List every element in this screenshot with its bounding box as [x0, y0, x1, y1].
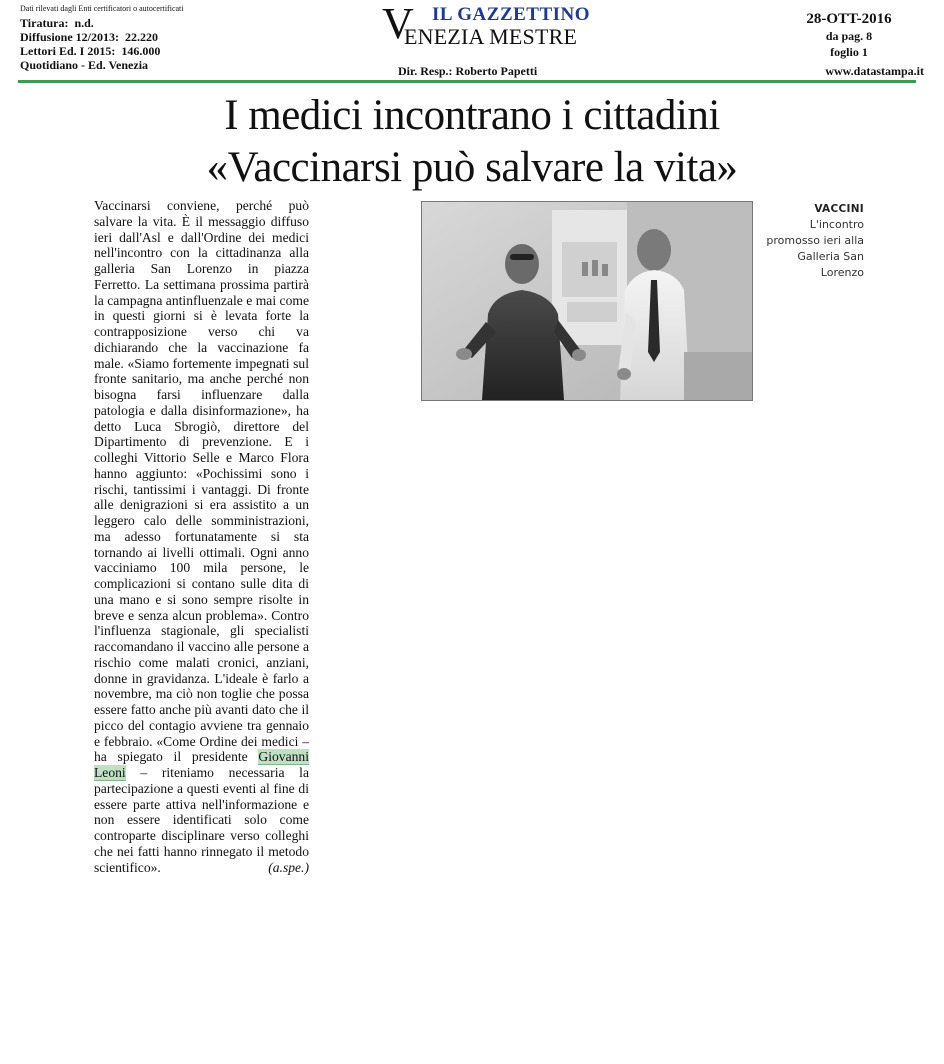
author-signature: (a.spe.): [268, 859, 309, 875]
circulation-row: Diffusione 12/2013: 22.220: [20, 30, 158, 44]
page-reference: da pag. 8: [825, 29, 873, 43]
highlighted-name: Giovanni Leoni: [94, 749, 309, 780]
masthead-title: IL GAZZETTINO: [432, 4, 591, 25]
publication-date: 28-OTT-2016: [806, 11, 892, 27]
certification-note: Dati rilevati dagli Enti certificatori o autocertificati: [20, 4, 184, 13]
photo-two-men: [422, 202, 752, 400]
headline-line-1: I medici incontrano i cittadini: [224, 92, 720, 139]
edition-row: Quotidiano - Ed. Venezia: [20, 58, 149, 72]
circulation-row: Lettori Ed. I 2015: 146.000: [20, 44, 161, 58]
director-line: Dir. Resp.: Roberto Papetti: [398, 64, 538, 78]
article-text-before: Vaccinarsi conviene, perché può salvare la vita. È il messaggio diffuso ieri dall'Asl e dall'Ordine dei medici nell'incontro con la cittadinanza alla galleria San Lorenzo in piazza Ferretto. La settimana prossima partirà la campagna antinfluenzale e mai come in questi giorni si è levata forte la contrapposizione verso chi va dichiarando che la vaccinazione fa male. «Siamo fortemente impegnati sul fronte sanitario, ma anche perché non bisogna farsi influenzare dalla patologia e dalla disinformazione», ha detto Luca Sbrogiò, direttore del Dipartimento di prevenzione. E i colleghi Vittorio Selle e Marco Flora hanno aggiunto: «Pochissimi sono i rischi, tantissimi i vantaggi. Di fronte alle denigrazioni si era assistito a un leggero calo delle somministrazioni, ma adesso fortunatamente si sta tornando ai livelli ottimali. Ogni anno vacciniamo 100 mila persone, le complicazioni si contano sulle dita di una mano e si sono sempre risolte in breve e senza alcun problema». Contro l'influenza stagionale, gli specialisti raccomandano il vaccino alle persone a rischio come malati cronici, anziani, donne in gravidanza. L'ideale è farlo a novembre, ma ciò non toglie che possa essere fatto anche più avanti dato che il picco del contagio avviene tra gennaio e febbraio. «Come Ordine dei medici – ha spiegato il presidente: [94, 198, 309, 765]
masthead-initial: V: [382, 0, 414, 48]
publication-info: [774, 10, 924, 60]
clipping-header: [0, 0, 944, 84]
sheet-number: foglio 1: [830, 45, 868, 59]
source-url: www.datastampa.it: [825, 64, 924, 78]
masthead-edition: ENEZIA MESTRE: [404, 24, 578, 49]
article-headline: [0, 90, 944, 194]
newspaper-masthead: [382, 2, 622, 50]
caption-text: L'incontro promosso ieri alla Galleria San Lorenzo: [766, 218, 864, 279]
headline-line-2: «Vaccinarsi può salvare la vita»: [206, 144, 738, 191]
photo-caption: [764, 201, 864, 281]
circulation-row: Tiratura: n.d.: [20, 16, 94, 30]
article-text-after: – riteniamo necessaria la partecipazione a questi eventi al fine di essere parte attiva nell'informazione e non essere identificati solo come controparte disciplinare verso colleghi che nei fatti hanno rinnegato il metodo scientifico».: [94, 765, 309, 875]
header-divider: [18, 80, 916, 83]
article-paragraph: [94, 198, 309, 875]
article-photo: [421, 201, 753, 401]
article-body: [94, 198, 309, 875]
caption-kicker: VACCINI: [814, 203, 864, 215]
circulation-info: [20, 4, 280, 72]
